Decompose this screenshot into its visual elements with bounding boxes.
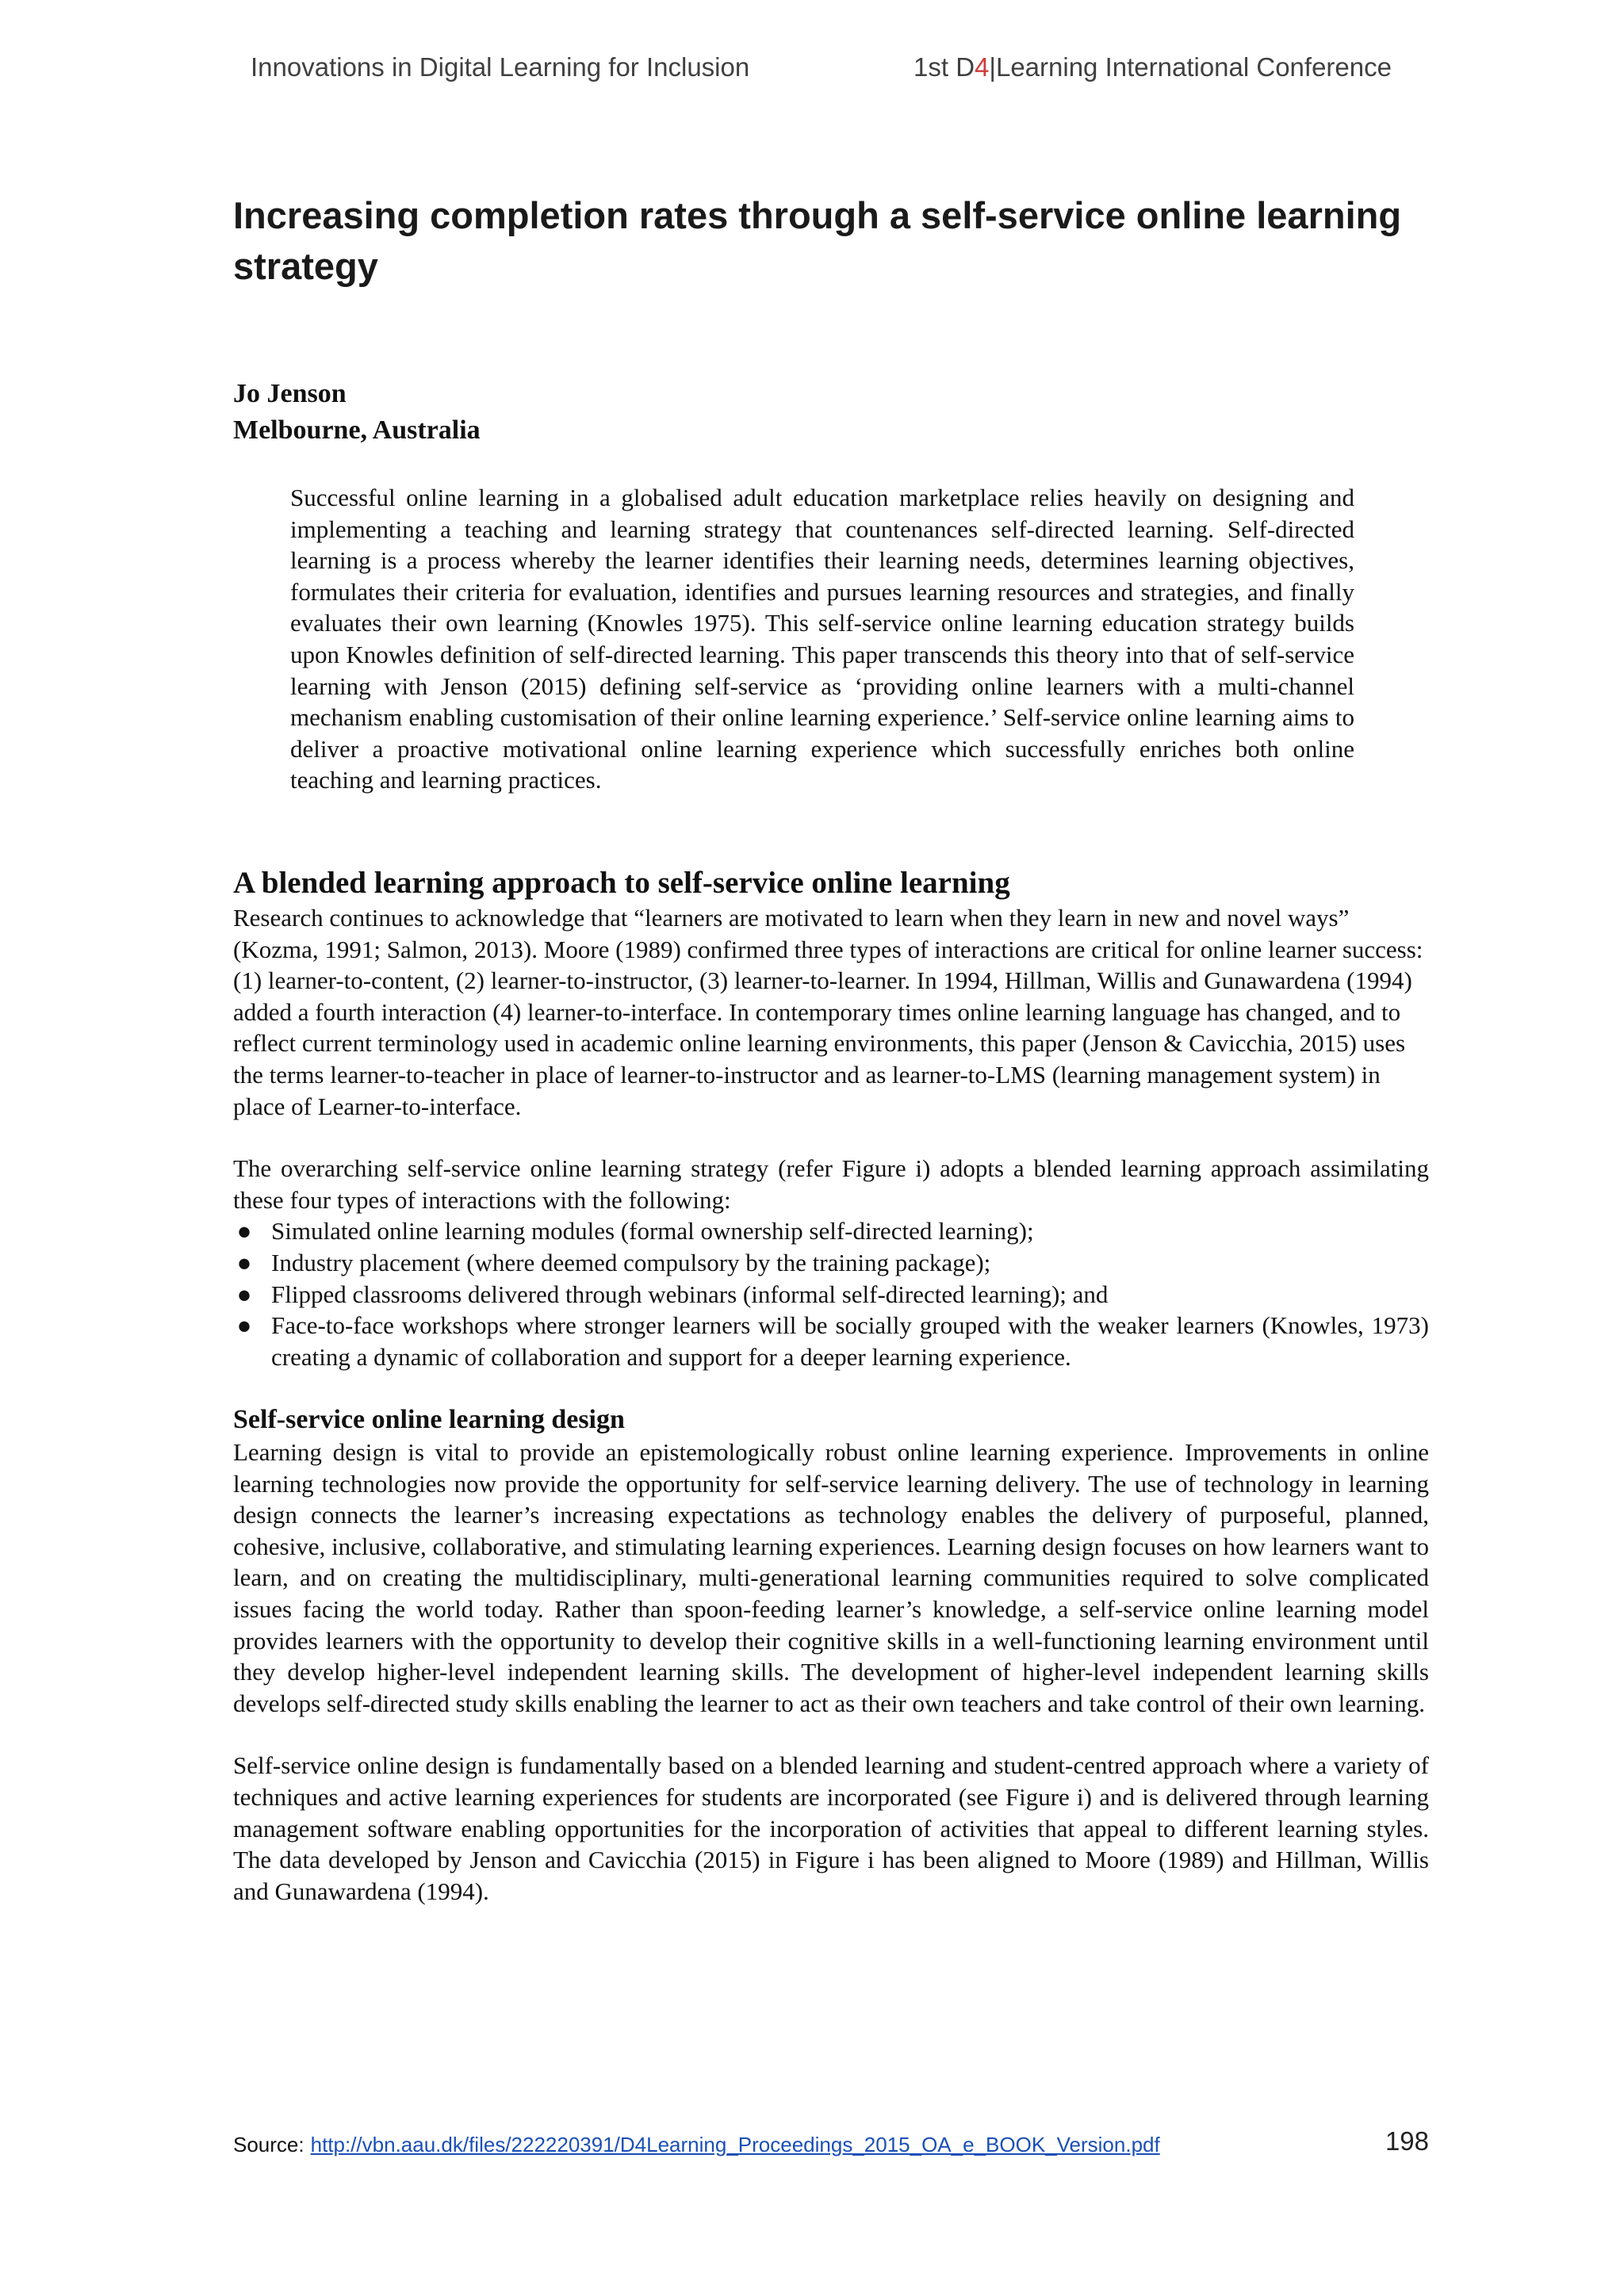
section-paragraph: Self-service online design is fundamentally based on a blended learning and student-centred approach where a variety of techniques and active learning experiences for students are incorporated (see Figure i) and is delivered through learning management software enabling opportunities for the incorporation of activities that appeal to different learning styles. The data developed by Jenson and Cavicchia (2015) in Figure i has been aligned to Moore (1989) and Hillman, Willis and Gunawardena (1994). [233, 1751, 1429, 1905]
header-right-title [914, 52, 1392, 82]
bullet-text: Flipped classrooms delivered through webinars (informal self-directed learning); and [271, 1280, 1109, 1308]
author-block [233, 376, 481, 449]
section-paragraph: Learning design is vital to provide an epistemologically robust online learning experience. Improvements in online learning technologies now provide the opportunity for self-service learning delivery. The use of technology in learning design connects the learner’s increasing expectations as technology enables the delivery of purposeful, planned, cohesive, inclusive, collaborative, and stimulating learning experiences. Learning design focuses on how learners want to learn, and on creating the multidisciplinary, multi-generational learning communities required to solve complicated issues facing the world today. Rather than spoon-feeding learner’s knowledge, a self-service online learning model provides learners with the opportunity to develop their cognitive skills in a well-functioning learning environment until they develop higher-level independent learning skills. The development of higher-level independent learning skills develops self-directed study skills enabling the learner to act as their own teachers and take control of their own learning. [233, 1438, 1429, 1717]
bullet-item [233, 1310, 1429, 1372]
running-header [0, 52, 1624, 92]
page-footer [233, 2126, 1429, 2164]
bullet-text: Face-to-face workshops where stronger learners will be socially grouped with the weaker learners (Knowles, 1973) creating a dynamic of collaboration and support for a deeper learning experience. [271, 1311, 1429, 1371]
bullet-icon: ● [236, 1217, 252, 1246]
author-name: Jo Jenson [233, 379, 347, 408]
bullet-text: Simulated online learning modules (formal ownership self-directed learning); [271, 1217, 1034, 1246]
paper-title: Increasing completion rates through a self-service online learning strategy [233, 194, 1402, 287]
bullet-icon: ● [236, 1280, 252, 1308]
page-number: 198 [1385, 2126, 1429, 2156]
header-right-suffix: Learning International Conference [995, 52, 1392, 82]
bullet-icon: ● [236, 1311, 252, 1340]
bullet-icon: ● [236, 1248, 252, 1276]
bullet-item [233, 1215, 1429, 1247]
section-paragraph: The overarching self-service online learning strategy (refer Figure i) adopts a blended learning approach assimilating these four types of interactions with the following: [233, 1154, 1429, 1214]
section-paragraph: Research continues to acknowledge that “learners are motivated to learn when they learn in new and novel ways” (Kozma, 1991; Salmon, 2013). Moore (1989) confirmed three types of interactions are critical for online learner success: (1) learner-to-content, (2) learner-to-instructor, (3) learner-to-learner. In 1994, Hillman, Willis and Gunawardena (1994) added a fourth interaction (4) learner-to-interface. In contemporary times online learning language has changed, and to reflect current terminology used in academic online learning environments, this paper (Jenson & Cavicchia, 2015) uses the terms learner-to-teacher in place of learner-to-instructor and as learner-to-LMS (learning management system) in place of Learner-to-interface. [233, 904, 1423, 1120]
source-link[interactable]: http://vbn.aau.dk/files/222220391/D4Learning_Proceedings_2015_OA_e_BOOK_Version.pdf [310, 2133, 1160, 2156]
header-right-prefix: 1st D [914, 52, 975, 82]
section-heading: A blended learning approach to self-service online learning [233, 866, 1010, 900]
abstract: Successful online learning in a globalised adult education marketplace relies heavily on designing and implementing a teaching and learning strategy that countenances self-directed learning. Self-directed learning is a process whereby the learner identifies their learning needs, determines learning objectives, formulates their criteria for evaluation, identifies and pursues learning resources and strategies, and finally evaluates their own learning (Knowles 1975). This self-service online learning education strategy builds upon Knowles definition of self-directed learning. This paper transcends this theory into that of self-service learning with Jenson (2015) defining self-service as ‘providing online learners with a multi-channel mechanism enabling customisation of their online learning experience.’ Self-service online learning aims to deliver a proactive motivational online learning experience which successfully enriches both online teaching and learning practices. [290, 484, 1354, 794]
section-heading: Self-service online learning design [233, 1405, 625, 1434]
header-right-bar: | [989, 52, 996, 82]
section-blended-learning [233, 864, 1429, 1372]
bullet-item [233, 1279, 1429, 1311]
header-right-accent: 4 [975, 52, 990, 82]
section-learning-design [233, 1403, 1429, 1907]
source-label: Source: [233, 2133, 304, 2156]
header-left-title: Innovations in Digital Learning for Inclusion [251, 52, 750, 82]
author-location: Melbourne, Australia [233, 415, 481, 445]
bullet-item [233, 1247, 1429, 1279]
bullet-list [233, 1215, 1429, 1372]
bullet-text: Industry placement (where deemed compulsory by the training package); [271, 1248, 991, 1276]
